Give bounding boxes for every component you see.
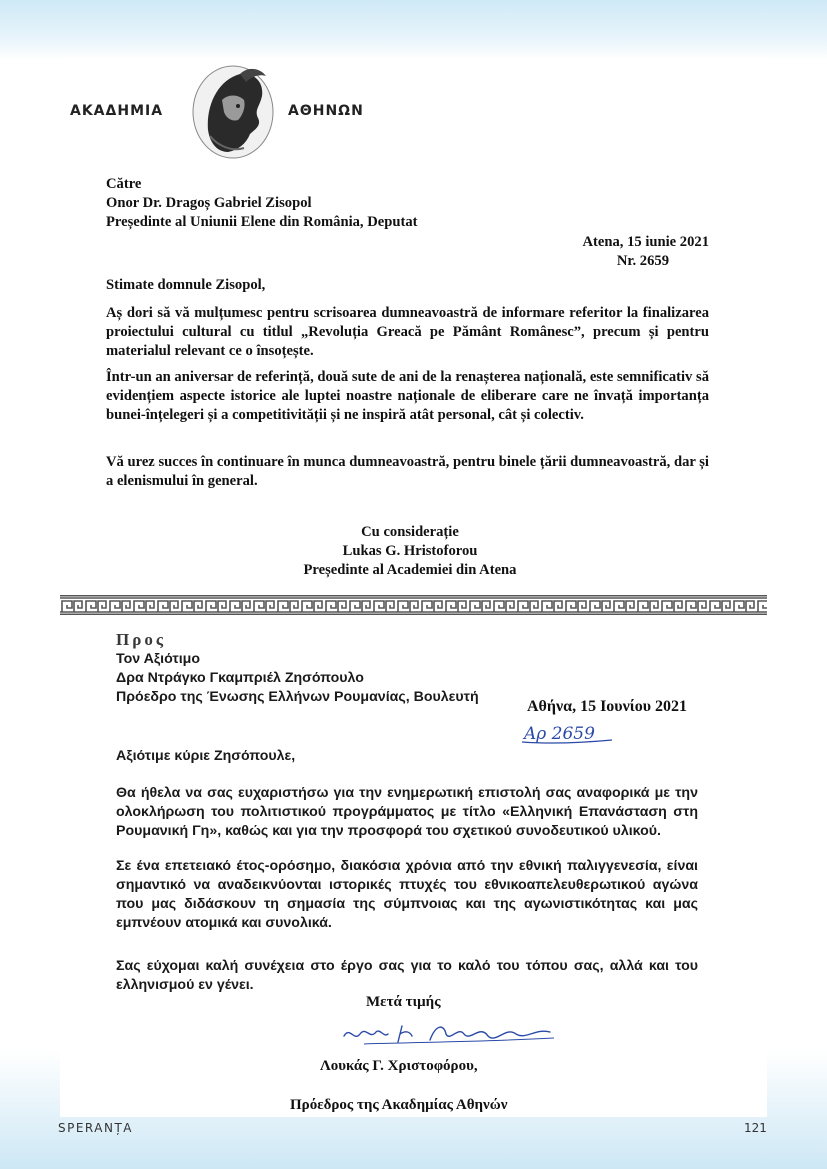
handwritten-signature [340,1018,560,1048]
publication-name: SPERANȚA [58,1121,134,1135]
ro-date: Atena, 15 iunie 2021 [582,234,709,250]
gr-handwritten-number-text: Αρ 2659 [524,724,595,744]
ro-recipient-address [106,175,716,232]
gr-address-line: Δρα Ντράγκο Γκαμπριέλ Ζησόπουλο [116,670,364,686]
gr-recipient-address [116,650,479,707]
ro-number: Nr. 2659 [616,253,669,269]
page-number: 121 [744,1121,767,1135]
ro-date-block [420,233,709,271]
gr-salutation: Αξιότιμε κύριε Ζησόπουλε, [116,748,296,764]
ro-closing: Cu considerație [361,524,459,540]
ro-signer: Lukas G. Hristoforou [342,543,478,559]
ro-address-line: Președinte al Uniunii Elene din România, Deputat [106,214,418,230]
gr-signer: Λουκάς Γ. Χριστοφόρου, [320,1058,478,1074]
athena-head-emblem-icon [188,60,278,160]
greek-key-border [60,595,767,615]
gr-date: Αθήνα, 15 Ιουνίου 2021 [527,698,688,715]
gr-paragraph-2: Σε ένα επετειακό έτος-ορόσημο, διακόσια χρόνια από την εθνική παλιγγενεσία, είναι σημαντικό να αναδεικνύονται ιστορικές πτυχές του εθνικοαπελευθερωτικού αγώνα που μας διδάσκουν τη σημασία της σύμπνοιας και της αγωνιστικότητας και μας εμπνέουν ατομικά και συνολικά. [116,858,698,931]
ro-signer-title: Președinte al Academiei din Atena [303,562,517,578]
gr-address-line: Τον Αξιότιμο [116,651,200,667]
ro-address-line: Către [106,176,142,192]
gr-signer-title: Πρόεδρος της Ακαδημίας Αθηνών [290,1097,508,1113]
gr-paragraph-1: Θα ήθελα να σας ευχαριστήσω για την ενημερωτική επιστολή σας αναφορικά με την ολοκλήρωση του πολιτιστικού προγράμματος με τίτλο «Ελληνική Επανάσταση στη Ρουμανική Γη», καθώς και για την προσφορά του σχετικού συνοδευτικού υλικού. [116,785,698,839]
gr-address-line: Πρόεδρο της Ένωσης Ελλήνων Ρουμανίας, Βουλευτή [116,689,479,705]
ro-paragraph-3: Vă urez succes în continuare în munca dumneavoastră, pentru binele țării dumneavoastră, dar și a elenismului în general. [106,454,709,489]
gr-closing: Μετά τιμής [366,994,441,1010]
ro-signature-block [200,523,620,580]
gr-handwritten-number [520,722,630,746]
ro-paragraph-2: Într-un an aniversar de referință, două sute de ani de la renașterea națională, este semnificativ să evidențiem aspecte istorice ale luptei noastre naționale de eliberare care ne învață importanța bunei-înțelegeri și a competitivității și ne inspiră atât personal, cât și colectiv. [106,369,709,423]
ro-paragraph-1: Aș dori să vă mulțumesc pentru scrisoarea dumneavoastră de informare referitor la finalizarea proiectului cultural cu titlul „Revoluția Greacă pe Pământ Românesc”, precum și pentru materialul relevant ce o însoțește. [106,305,709,359]
academy-logo-left-text: ΑΚΑΔΗΜΙΑ [70,103,164,119]
ro-address-line: Onor Dr. Dragoș Gabriel Zisopol [106,195,312,211]
gr-paragraph-3: Σας εύχομαι καλή συνέχεια στο έργο σας για το καλό του τόπου σας, αλλά και του ελληνισμού εν γένει. [116,958,698,993]
ro-salutation: Stimate domnule Zisopol, [106,277,266,293]
academy-logo-right-text: ΑΘΗΝΩΝ [288,103,364,119]
gr-pros-heading: Προς [116,630,166,649]
